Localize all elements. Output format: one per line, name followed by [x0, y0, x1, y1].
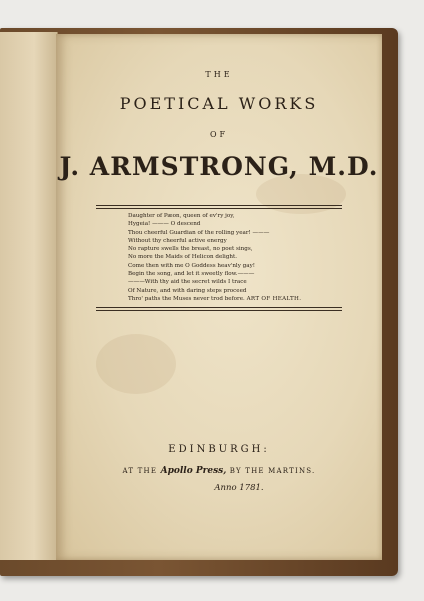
epigraph-line: Thro' paths the Muses never trod before.	[128, 295, 245, 302]
imprint-press-name: Apollo Press,	[160, 466, 227, 476]
epigraph-line: Begin the song, and let it sweetly flow.———	[128, 271, 255, 278]
left-page-edge	[0, 32, 58, 560]
imprint-press	[56, 466, 382, 476]
epigraph-line: Thou cheerful Guardian of the rolling year! ———	[128, 229, 270, 236]
title-of: OF	[209, 130, 229, 139]
bottom-rule	[96, 307, 342, 308]
bottom-rule	[96, 310, 342, 311]
epigraph-line: Of Nature, and with daring steps proceed	[128, 287, 247, 294]
epigraph-source: ART OF HEALTH.	[246, 295, 302, 302]
title-the: THE	[205, 70, 233, 79]
epigraph-line: No rapture swells the breast, no poet sings,	[128, 246, 253, 253]
imprint-year: Anno 1781.	[214, 483, 264, 493]
epigraph-line: ———With thy aid the secret wilds I trace	[128, 279, 247, 286]
title-main: POETICAL WORKS	[119, 94, 319, 113]
epigraph-last-line	[128, 295, 358, 303]
epigraph-line: Without thy cheerful active energy	[128, 237, 227, 244]
top-rule	[96, 205, 342, 206]
top-rule	[96, 208, 342, 209]
author-name: J. ARMSTRONG, M.D.	[59, 152, 379, 181]
imprint-press-prefix: AT THE	[122, 467, 158, 475]
epigraph-line: No more the Maids of Helicon delight.	[128, 254, 238, 261]
imprint-city: EDINBURGH:	[168, 444, 270, 455]
epigraph-line: Daughter of Pæon, queen of ev'ry joy,	[128, 213, 235, 219]
epigraph	[128, 212, 358, 303]
foxing-stain	[96, 334, 176, 394]
title-page	[56, 34, 382, 560]
imprint-press-suffix: BY THE MARTINS.	[229, 467, 316, 475]
epigraph-line: Come then with me O Goddess heav'nly gay!	[128, 262, 255, 269]
epigraph-line: Hygeia! ——— O descend	[128, 221, 201, 228]
